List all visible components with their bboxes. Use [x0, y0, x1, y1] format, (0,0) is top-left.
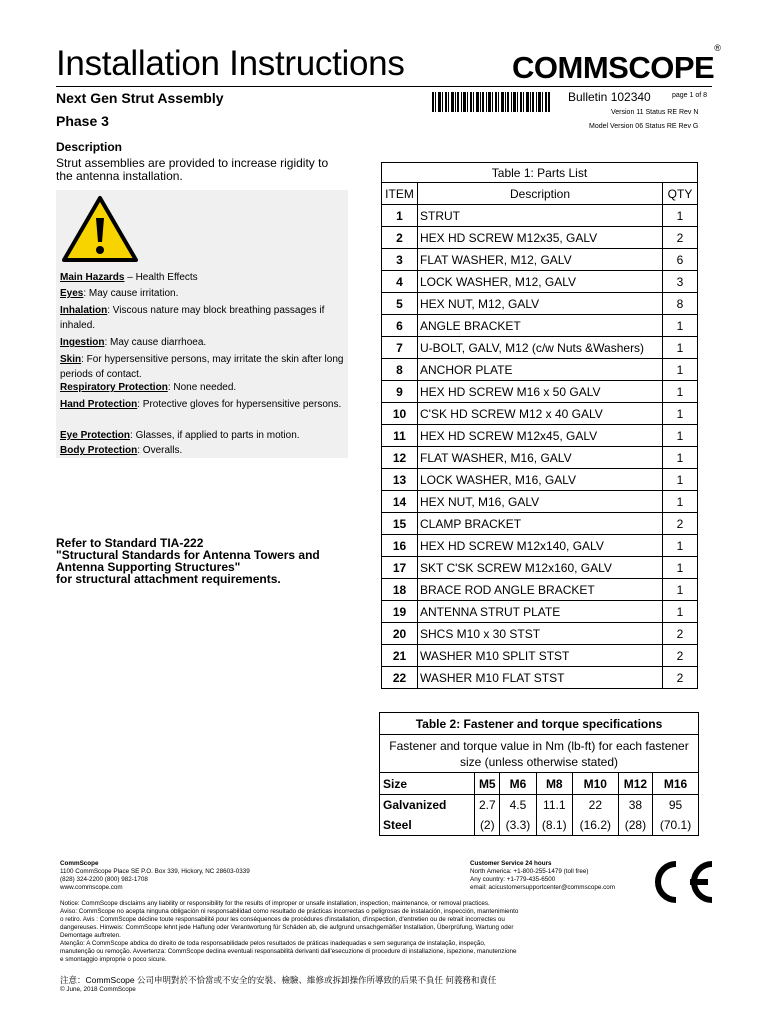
- standard-reference: Refer to Standard TIA-222 "Structural Standards for Antenna Towers and Antenna Supporting Structures" for structural attachment requirements.: [56, 536, 320, 586]
- table-row: [382, 271, 698, 293]
- item-qty: 1: [663, 447, 698, 469]
- item-qty: 1: [663, 425, 698, 447]
- size-label: Size: [380, 773, 475, 795]
- item-description: BRACE ROD ANGLE BRACKET: [418, 579, 663, 601]
- item-qty: 1: [663, 403, 698, 425]
- company-contact: CommScope 1100 CommScope Place SE P.O. Box 339, Hickory, NC 28603-0339 (828) 324-2200 (800) 982-1708 www.commscope.com: [60, 860, 250, 891]
- item-qty: 1: [663, 491, 698, 513]
- column-header-item: ITEM: [382, 183, 418, 205]
- table-row: [382, 623, 698, 645]
- item-qty: 1: [663, 337, 698, 359]
- hazard-skin: Skin: For hypersensitive persons, may irritate the skin after long periods of contact.: [60, 354, 344, 380]
- item-description: FLAT WASHER, M12, GALV: [418, 249, 663, 271]
- table-row: [382, 601, 698, 623]
- item-qty: 8: [663, 293, 698, 315]
- table-row: [382, 535, 698, 557]
- size-header: M5: [475, 773, 500, 795]
- item-description: HEX HD SCREW M12x45, GALV: [418, 425, 663, 447]
- size-header: M12: [618, 773, 652, 795]
- table-row: [382, 447, 698, 469]
- table-row: [382, 557, 698, 579]
- item-description: HEX HD SCREW M12x35, GALV: [418, 227, 663, 249]
- item-qty: 1: [663, 315, 698, 337]
- notice-line: Demontage auftreten.: [60, 932, 121, 939]
- product-phase: Phase 3: [56, 113, 109, 129]
- item-description: LOCK WASHER, M16, GALV: [418, 469, 663, 491]
- item-number: 9: [382, 381, 418, 403]
- table-row: [382, 249, 698, 271]
- copyright: © June, 2018 CommScope: [60, 986, 136, 993]
- torque-value: 11.1 (8.1): [536, 795, 572, 836]
- item-description: SHCS M10 x 30 STST: [418, 623, 663, 645]
- legal-notice: [60, 900, 620, 964]
- table-row: [382, 425, 698, 447]
- item-qty: 1: [663, 601, 698, 623]
- warning-icon: [60, 194, 140, 264]
- torque-value: 4.5 (3.3): [500, 795, 536, 836]
- item-description: HEX NUT, M12, GALV: [418, 293, 663, 315]
- item-qty: 1: [663, 557, 698, 579]
- item-qty: 2: [663, 623, 698, 645]
- item-description: C'SK HD SCREW M12 x 40 GALV: [418, 403, 663, 425]
- item-description: HEX HD SCREW M12x140, GALV: [418, 535, 663, 557]
- fastener-table-note: Fastener and torque value in Nm (lb-ft) for each fastener size (unless otherwise stated): [380, 735, 699, 773]
- item-qty: 1: [663, 205, 698, 227]
- table-row: [382, 359, 698, 381]
- size-header: M6: [500, 773, 536, 795]
- torque-value: 2.7 (2): [475, 795, 500, 836]
- item-number: 11: [382, 425, 418, 447]
- item-qty: 6: [663, 249, 698, 271]
- column-header-qty: QTY: [663, 183, 698, 205]
- item-number: 17: [382, 557, 418, 579]
- item-number: 7: [382, 337, 418, 359]
- bulletin-number: Bulletin 102340: [568, 90, 651, 104]
- hazard-respiratory: Respiratory Protection: None needed.: [60, 382, 237, 393]
- item-number: 19: [382, 601, 418, 623]
- item-number: 1: [382, 205, 418, 227]
- item-number: 10: [382, 403, 418, 425]
- registered-mark: ®: [714, 42, 721, 53]
- header-divider: [56, 86, 712, 87]
- description-heading: Description: [56, 140, 123, 154]
- table-row: [382, 667, 698, 689]
- logo-text: COMMSCOPE: [512, 50, 715, 85]
- hazard-ingestion: Ingestion: May cause diarrhoea.: [60, 337, 207, 348]
- item-number: 20: [382, 623, 418, 645]
- item-number: 6: [382, 315, 418, 337]
- table-row: [382, 227, 698, 249]
- table-row: [382, 381, 698, 403]
- item-description: WASHER M10 FLAT STST: [418, 667, 663, 689]
- fastener-table-caption: Table 2: Fastener and torque specifications: [380, 713, 699, 735]
- torque-value: 22 (16.2): [572, 795, 618, 836]
- item-number: 14: [382, 491, 418, 513]
- hazard-inhalation: Inhalation: Viscous nature may block breathing passages if inhaled.: [60, 305, 325, 331]
- table-row: [382, 645, 698, 667]
- notice-line: Aviso: CommScope no acepta ninguna obligación ni responsabilidad como resultado de prácticas incorrectas o peligrosas de instalación, inspección, mantenimiento: [60, 908, 519, 915]
- item-description: CLAMP BRACKET: [418, 513, 663, 535]
- table-row: [382, 469, 698, 491]
- size-header: M16: [653, 773, 699, 795]
- table-row: [382, 403, 698, 425]
- chinese-notice: 注意：CommScope 公司申明對於不恰當或不安全的安裝、檢驗、維修或拆卸操作所導致的后果不負任 何義務和責任: [60, 975, 497, 985]
- material-label: Galvanized Steel: [380, 795, 475, 836]
- model-version-status: Model Version 06 Status RE Rev G: [589, 123, 699, 130]
- table-row: [382, 491, 698, 513]
- description-text: Strut assemblies are provided to increase rigidity to the antenna installation.: [56, 156, 329, 183]
- item-number: 16: [382, 535, 418, 557]
- notice-line: manutenção ou remoção. Avvertenza: CommScope declina eventuali responsabilità derivanti dall'esecuzione di procedure di installazione, ispezione, manutenzione: [60, 948, 517, 955]
- item-description: FLAT WASHER, M16, GALV: [418, 447, 663, 469]
- item-number: 8: [382, 359, 418, 381]
- hazard-hand: Hand Protection: Protective gloves for hypersensitive persons.: [60, 399, 342, 410]
- hazard-body: Body Protection: Overalls.: [60, 445, 183, 456]
- torque-value: 95 (70.1): [653, 795, 699, 836]
- table-row: [382, 315, 698, 337]
- item-number: 4: [382, 271, 418, 293]
- item-qty: 3: [663, 271, 698, 293]
- customer-service: Customer Service 24 hours North America: +1-800-255-1479 (toll free) Any country: +1-779-435-6500 email: acicustomersupportcenter@commscope.com: [470, 860, 615, 891]
- column-header-description: Description: [418, 183, 663, 205]
- item-qty: 1: [663, 579, 698, 601]
- fastener-torque-table: [379, 712, 699, 836]
- item-number: 18: [382, 579, 418, 601]
- item-number: 22: [382, 667, 418, 689]
- item-description: ANGLE BRACKET: [418, 315, 663, 337]
- item-qty: 2: [663, 513, 698, 535]
- item-description: WASHER M10 SPLIT STST: [418, 645, 663, 667]
- parts-list-table: [381, 162, 698, 689]
- item-description: ANCHOR PLATE: [418, 359, 663, 381]
- size-header: M10: [572, 773, 618, 795]
- notice-line: Notice: CommScope disclaims any liability or responsibility for the results of improper or unsafe installation, inspection, maintenance, or removal practices.: [60, 900, 490, 907]
- item-number: 3: [382, 249, 418, 271]
- ce-mark-icon: [646, 858, 716, 906]
- barcode: [432, 92, 550, 112]
- table-row: [382, 205, 698, 227]
- page-number: page 1 of 8: [672, 92, 708, 99]
- table-row: [382, 337, 698, 359]
- item-description: STRUT: [418, 205, 663, 227]
- version-status: Version 11 Status RE Rev N: [611, 109, 699, 116]
- hazard-main: Main Hazards – Health Effects: [60, 272, 198, 283]
- item-description: SKT C'SK SCREW M12x160, GALV: [418, 557, 663, 579]
- item-qty: 2: [663, 667, 698, 689]
- torque-value: 38 (28): [618, 795, 652, 836]
- item-qty: 2: [663, 227, 698, 249]
- item-number: 13: [382, 469, 418, 491]
- parts-table-caption: Table 1: Parts List: [382, 163, 698, 183]
- notice-line: dangereuses. Hinweis: CommScope lehnt jede Haftung oder Verantwortung für Schäden ab, die aufgrund unsachgemäßer Installation, Überprüfung, Wartung oder: [60, 924, 514, 931]
- hazard-eye-protection: Eye Protection: Glasses, if applied to parts in motion.: [60, 430, 300, 441]
- item-description: LOCK WASHER, M12, GALV: [418, 271, 663, 293]
- table-row: [382, 513, 698, 535]
- product-title: Next Gen Strut Assembly: [56, 90, 224, 106]
- table-row: [382, 579, 698, 601]
- commscope-logo: [512, 42, 721, 86]
- item-number: 15: [382, 513, 418, 535]
- notice-line: Atenção: A CommScope abdica do direito de toda responsabilidade pelos resultados de práticas inadequadas e sem segurança de instalação, inspeção,: [60, 940, 486, 947]
- item-number: 12: [382, 447, 418, 469]
- item-qty: 2: [663, 645, 698, 667]
- size-header: M8: [536, 773, 572, 795]
- notice-line: e smontaggio improprie o poco sicure.: [60, 956, 167, 963]
- hazard-eyes: Eyes: May cause irritation.: [60, 288, 179, 299]
- item-number: 5: [382, 293, 418, 315]
- notice-line: o retiro. Avis : CommScope décline toute responsabilité pour les conséquences de procédures d'installation, d'inspection, d'entretien ou de retrait incorrectes ou: [60, 916, 505, 923]
- item-description: U-BOLT, GALV, M12 (c/w Nuts &Washers): [418, 337, 663, 359]
- item-number: 2: [382, 227, 418, 249]
- item-description: HEX HD SCREW M16 x 50 GALV: [418, 381, 663, 403]
- item-qty: 1: [663, 535, 698, 557]
- item-qty: 1: [663, 381, 698, 403]
- table-row: [382, 293, 698, 315]
- item-number: 21: [382, 645, 418, 667]
- item-description: ANTENNA STRUT PLATE: [418, 601, 663, 623]
- item-qty: 1: [663, 359, 698, 381]
- item-description: HEX NUT, M16, GALV: [418, 491, 663, 513]
- document-title: Installation Instructions: [56, 44, 405, 83]
- item-qty: 1: [663, 469, 698, 491]
